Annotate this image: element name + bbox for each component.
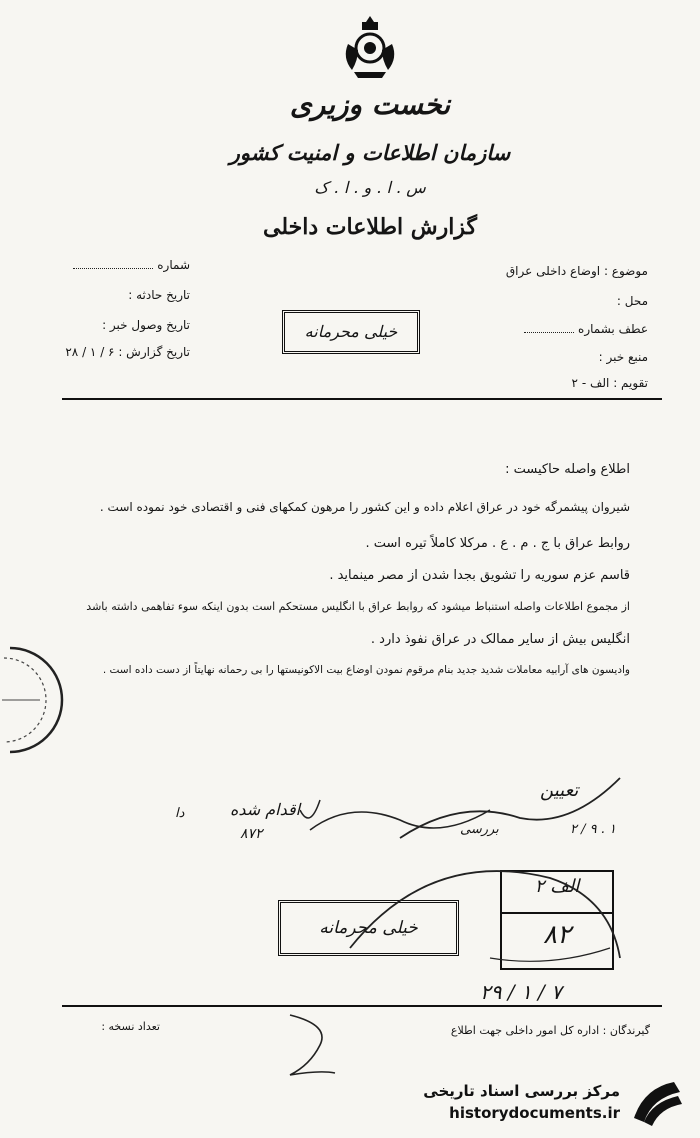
organization-code: س . ا . و . ا . ک	[314, 178, 426, 197]
body-line-6: انگلیس بیش از سایر ممالک در عراق نفوذ دارد .	[370, 632, 630, 647]
copies-label: تعداد نسخه :	[101, 1020, 160, 1033]
number-field	[80, 258, 190, 272]
incident-date-label: تاریخ حادثه :	[128, 288, 190, 302]
place-field	[560, 294, 648, 308]
body-line-7: وادیسون های آرابیه معاملات شدید جدید بنام مرقوم نمودن اوضاع بیت الاکونیستها را بی رحمانه نهایتاً از دست داده است .	[102, 664, 630, 676]
footer-scribble-icon	[270, 1010, 350, 1080]
imperial-emblem-icon	[340, 14, 400, 80]
right-signature: تعیین	[540, 780, 579, 801]
report-title: گزارش اطلاعات داخلی	[263, 214, 477, 240]
round-seal-icon	[0, 640, 90, 760]
report-date-field	[55, 345, 190, 359]
watermark-persian: مرکز بررسی اسناد تاریخی	[423, 1082, 620, 1100]
right-note: ۲ / ۹ . ۱	[570, 822, 616, 837]
source-label: منبع خبر :	[598, 350, 648, 364]
source-field	[560, 350, 648, 364]
organization-title: سازمان اطلاعات و امنیت کشور	[229, 140, 511, 165]
rating-field	[540, 376, 648, 390]
receipt-date-label: تاریخ وصول خبر :	[102, 318, 190, 332]
classification-stamp-text: خیلی محرمانه	[304, 322, 398, 341]
report-date-value: ۶ / ۱ / ۲۸	[65, 345, 115, 359]
rating-label: تقویم :	[613, 376, 648, 390]
subject-label: موضوع :	[603, 264, 648, 278]
left-number: ۸۷۲	[240, 826, 263, 842]
reference-label: عطف بشماره	[578, 322, 648, 336]
body-line-5: از مجموع اطلاعات واصله استنباط میشود که روابط عراق با انگلیس مستحکم است بدون اینکه سوء تفاهمی داشته باشد	[86, 600, 630, 613]
subject-field	[480, 264, 648, 278]
watermark-english: historydocuments.ir	[449, 1104, 620, 1122]
body-line-3: روابط عراق با ج . م . ع . مرکلا کاملاً تیره است .	[365, 536, 630, 551]
left-note: اقدام شده	[230, 800, 301, 819]
recipients-label: گیرندگان : اداره کل امور داخلی جهت اطلاع	[450, 1024, 650, 1037]
handwritten-loop-icon	[340, 858, 640, 998]
registry-box-label: الف ۲	[534, 876, 580, 897]
rating-value: الف - ۲	[571, 376, 610, 390]
ministry-title: نخست وزیری	[289, 88, 451, 121]
place-label: محل :	[616, 294, 648, 308]
incident-date-field	[80, 288, 190, 302]
signature-scrawl-icon	[300, 770, 630, 870]
classification-stamp	[282, 310, 420, 354]
bottom-classification-stamp-text: خیلی محرمانه	[319, 918, 418, 938]
middle-initials: بررسی	[460, 822, 499, 837]
body-line-2: شیروان پیشمرگه خود در عراق اعلام داده و این کشور را مرهون کمکهای فنی و اقتصادی خود نموده است .	[99, 500, 630, 514]
footer-divider	[62, 1005, 662, 1007]
registry-box-number: ۸۲	[543, 920, 571, 950]
reference-field	[520, 322, 648, 336]
watermark-logo-icon	[630, 1078, 686, 1128]
subject-value: اوضاع داخلی عراق	[505, 264, 601, 278]
receipt-date-field	[80, 318, 190, 332]
body-line-1: اطلاع واصله حاکیست :	[505, 462, 630, 477]
handwritten-date: ۲۹ / ۱ / ۷	[480, 980, 562, 1004]
left-initials: دا	[175, 806, 185, 821]
header-divider	[62, 398, 662, 400]
body-line-4: قاسم عزم سوریه را تشویق بجدا شدن از مصر مینماید .	[329, 568, 630, 583]
number-label: شماره	[157, 258, 190, 272]
report-date-label: تاریخ گزارش :	[118, 345, 190, 359]
